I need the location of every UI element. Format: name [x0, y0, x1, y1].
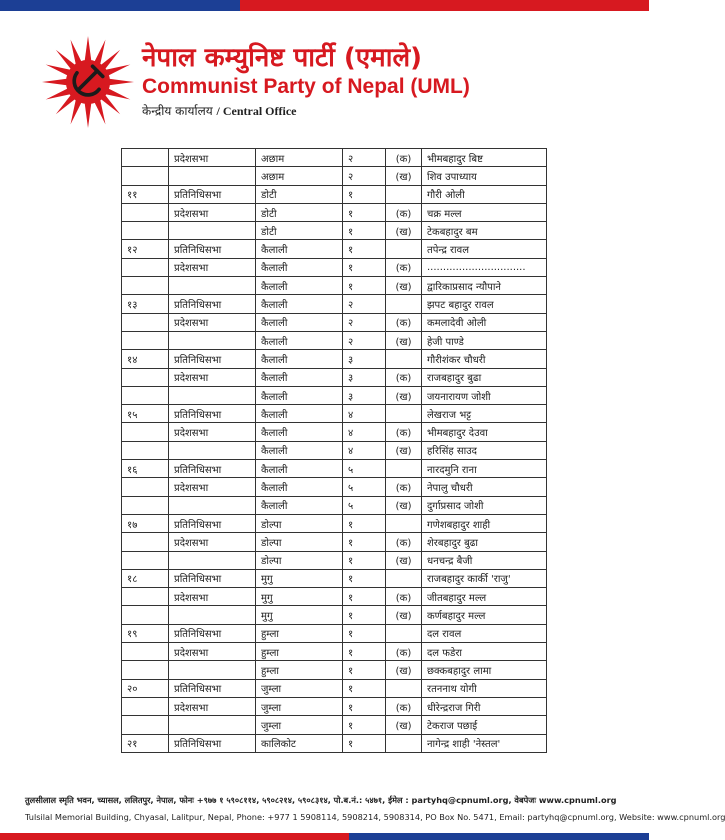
- table-row: [122, 258, 547, 276]
- footer-address-english: Tulsilal Memorial Building, Chyasal, Lalitpur, Nepal, Phone: +977 1 5908114, 5908214, 5908314, PO Box No. 5471, Email: partyhq@cpnuml.org, Website: www.cpnuml.org: [25, 812, 725, 822]
- table-row: [122, 203, 547, 221]
- district-cell: कैलाली: [256, 423, 343, 441]
- table-row: [122, 149, 547, 167]
- sub-constituency-cell: (क): [386, 258, 422, 276]
- table-row: [122, 423, 547, 441]
- sub-constituency-cell: (क): [386, 203, 422, 221]
- house-type-cell: प्रदेशसभा: [169, 203, 256, 221]
- sub-constituency-cell: [386, 350, 422, 368]
- row-number-cell: १३: [122, 295, 169, 313]
- constituency-cell: २: [343, 149, 386, 167]
- row-number-cell: [122, 149, 169, 167]
- candidate-name-cell: कर्णबहादुर मल्ल: [422, 606, 547, 624]
- candidate-name-cell: शेरबहादुर बुढा: [422, 533, 547, 551]
- row-number-cell: ११: [122, 185, 169, 203]
- district-cell: मुगु: [256, 606, 343, 624]
- row-number-cell: [122, 606, 169, 624]
- sub-constituency-cell: (ख): [386, 606, 422, 624]
- table-row: [122, 386, 547, 404]
- district-cell: कैलाली: [256, 460, 343, 478]
- district-cell: कैलाली: [256, 441, 343, 459]
- district-cell: हुम्ला: [256, 624, 343, 642]
- constituency-cell: १: [343, 734, 386, 752]
- district-cell: कैलाली: [256, 368, 343, 386]
- sub-constituency-cell: [386, 569, 422, 587]
- sub-constituency-cell: (क): [386, 533, 422, 551]
- candidate-name-cell: कमलादेवी ओली: [422, 313, 547, 331]
- office-label-nepali: केन्द्रीय कार्यालय: [142, 104, 213, 118]
- candidate-name-cell: ...............................: [422, 258, 547, 276]
- district-cell: अछाम: [256, 149, 343, 167]
- candidate-name-cell: टेकराज पछाई: [422, 716, 547, 734]
- candidate-name-cell: धनचन्द्र बैजी: [422, 551, 547, 569]
- row-number-cell: [122, 551, 169, 569]
- candidate-name-cell: शिव उपाध्याय: [422, 167, 547, 185]
- district-cell: जुम्ला: [256, 697, 343, 715]
- district-cell: कैलाली: [256, 240, 343, 258]
- house-type-cell: [169, 222, 256, 240]
- table-row: [122, 569, 547, 587]
- district-cell: डोल्पा: [256, 514, 343, 532]
- house-type-cell: प्रदेशसभा: [169, 149, 256, 167]
- district-cell: कैलाली: [256, 496, 343, 514]
- row-number-cell: [122, 368, 169, 386]
- house-type-cell: प्रदेशसभा: [169, 588, 256, 606]
- district-cell: कैलाली: [256, 350, 343, 368]
- row-number-cell: [122, 277, 169, 295]
- constituency-cell: २: [343, 167, 386, 185]
- candidate-name-cell: राजबहादुर बुढा: [422, 368, 547, 386]
- sub-constituency-cell: (ख): [386, 277, 422, 295]
- table-row: [122, 185, 547, 203]
- house-type-cell: प्रदेशसभा: [169, 643, 256, 661]
- constituency-cell: १: [343, 569, 386, 587]
- row-number-cell: [122, 258, 169, 276]
- row-number-cell: १२: [122, 240, 169, 258]
- candidate-name-cell: दल रावल: [422, 624, 547, 642]
- table-row: [122, 460, 547, 478]
- table-row: [122, 222, 547, 240]
- table-row: [122, 643, 547, 661]
- house-type-cell: [169, 167, 256, 185]
- table-row: [122, 313, 547, 331]
- district-cell: हुम्ला: [256, 661, 343, 679]
- row-number-cell: २०: [122, 679, 169, 697]
- sub-constituency-cell: (ख): [386, 551, 422, 569]
- house-type-cell: प्रतिनिधिसभा: [169, 514, 256, 532]
- row-number-cell: [122, 588, 169, 606]
- candidate-name-cell: गौरी ओली: [422, 185, 547, 203]
- row-number-cell: [122, 423, 169, 441]
- constituency-cell: ५: [343, 460, 386, 478]
- candidate-name-cell: लेखराज भट्ट: [422, 405, 547, 423]
- table-row: [122, 277, 547, 295]
- sub-constituency-cell: (क): [386, 368, 422, 386]
- house-type-cell: प्रतिनिधिसभा: [169, 405, 256, 423]
- candidate-name-cell: गणेशबहादुर शाही: [422, 514, 547, 532]
- candidate-name-cell: गौरीशंकर चौधरी: [422, 350, 547, 368]
- row-number-cell: १७: [122, 514, 169, 532]
- district-cell: जुम्ला: [256, 679, 343, 697]
- row-number-cell: [122, 313, 169, 331]
- house-type-cell: प्रतिनिधिसभा: [169, 679, 256, 697]
- row-number-cell: [122, 331, 169, 349]
- house-type-cell: प्रतिनिधिसभा: [169, 734, 256, 752]
- sub-constituency-cell: (क): [386, 313, 422, 331]
- sub-constituency-cell: (ख): [386, 716, 422, 734]
- row-number-cell: [122, 643, 169, 661]
- table-row: [122, 734, 547, 752]
- house-type-cell: प्रदेशसभा: [169, 478, 256, 496]
- house-type-cell: प्रदेशसभा: [169, 313, 256, 331]
- table-row: [122, 606, 547, 624]
- house-type-cell: प्रतिनिधिसभा: [169, 240, 256, 258]
- sub-constituency-cell: (क): [386, 149, 422, 167]
- constituency-cell: १: [343, 258, 386, 276]
- constituency-cell: ५: [343, 478, 386, 496]
- candidate-name-cell: नागेन्द्र शाही 'नेस्तल': [422, 734, 547, 752]
- constituency-cell: २: [343, 331, 386, 349]
- table-row: [122, 331, 547, 349]
- sub-constituency-cell: [386, 679, 422, 697]
- bottom-blue-band: [349, 833, 649, 840]
- row-number-cell: [122, 203, 169, 221]
- candidate-name-cell: धीरेन्द्रराज गिरी: [422, 697, 547, 715]
- constituency-cell: १: [343, 679, 386, 697]
- house-type-cell: [169, 606, 256, 624]
- table-row: [122, 441, 547, 459]
- row-number-cell: २१: [122, 734, 169, 752]
- row-number-cell: १९: [122, 624, 169, 642]
- row-number-cell: [122, 661, 169, 679]
- constituency-cell: ३: [343, 350, 386, 368]
- table-row: [122, 496, 547, 514]
- candidate-name-cell: तपेन्द्र रावल: [422, 240, 547, 258]
- row-number-cell: [122, 441, 169, 459]
- district-cell: डोल्पा: [256, 533, 343, 551]
- row-number-cell: [122, 386, 169, 404]
- constituency-cell: ४: [343, 405, 386, 423]
- table-row: [122, 478, 547, 496]
- sub-constituency-cell: [386, 185, 422, 203]
- sub-constituency-cell: (ख): [386, 496, 422, 514]
- sub-constituency-cell: (ख): [386, 222, 422, 240]
- table-row: [122, 588, 547, 606]
- district-cell: डोटी: [256, 222, 343, 240]
- row-number-cell: १४: [122, 350, 169, 368]
- constituency-cell: ३: [343, 386, 386, 404]
- office-label: [142, 102, 296, 119]
- candidate-name-cell: रतननाथ योगी: [422, 679, 547, 697]
- table-row: [122, 514, 547, 532]
- constituency-cell: २: [343, 295, 386, 313]
- constituency-cell: १: [343, 716, 386, 734]
- district-cell: हुम्ला: [256, 643, 343, 661]
- candidate-name-cell: जयनारायण जोशी: [422, 386, 547, 404]
- sub-constituency-cell: [386, 460, 422, 478]
- table-row: [122, 716, 547, 734]
- candidate-name-cell: नेपालु चौधरी: [422, 478, 547, 496]
- district-cell: कैलाली: [256, 277, 343, 295]
- table-row: [122, 551, 547, 569]
- constituency-cell: १: [343, 240, 386, 258]
- sub-constituency-cell: (क): [386, 697, 422, 715]
- row-number-cell: [122, 222, 169, 240]
- sub-constituency-cell: [386, 240, 422, 258]
- district-cell: कैलाली: [256, 313, 343, 331]
- candidate-table: [121, 148, 547, 753]
- sub-constituency-cell: (क): [386, 643, 422, 661]
- party-logo-icon: [42, 36, 134, 128]
- house-type-cell: [169, 277, 256, 295]
- row-number-cell: [122, 478, 169, 496]
- house-type-cell: प्रतिनिधिसभा: [169, 569, 256, 587]
- constituency-cell: १: [343, 697, 386, 715]
- sub-constituency-cell: [386, 405, 422, 423]
- table-row: [122, 405, 547, 423]
- house-type-cell: [169, 551, 256, 569]
- table-row: [122, 350, 547, 368]
- footer-address-nepali: तुलसीलाल स्मृति भवन, च्यासल, ललितपुर, नेपाल, फोनः +९७७ १ ५९०८११४, ५९०८२१४, ५९०८३१४, पो.ब.नं.: ५४७१, ईमेल : partyhq@cpnuml.org, वेबपेजः www.cpnuml.org: [25, 795, 617, 805]
- district-cell: जुम्ला: [256, 716, 343, 734]
- table-row: [122, 624, 547, 642]
- constituency-cell: १: [343, 661, 386, 679]
- house-type-cell: [169, 496, 256, 514]
- sub-constituency-cell: [386, 514, 422, 532]
- sub-constituency-cell: (क): [386, 478, 422, 496]
- constituency-cell: ४: [343, 441, 386, 459]
- top-blue-band: [0, 0, 240, 11]
- district-cell: डोटी: [256, 203, 343, 221]
- house-type-cell: प्रदेशसभा: [169, 533, 256, 551]
- constituency-cell: १: [343, 606, 386, 624]
- district-cell: डोल्पा: [256, 551, 343, 569]
- table-row: [122, 661, 547, 679]
- district-cell: मुगु: [256, 569, 343, 587]
- table-row: [122, 295, 547, 313]
- constituency-cell: ४: [343, 423, 386, 441]
- district-cell: मुगु: [256, 588, 343, 606]
- sub-constituency-cell: [386, 624, 422, 642]
- table-row: [122, 679, 547, 697]
- district-cell: कालिकोट: [256, 734, 343, 752]
- house-type-cell: प्रदेशसभा: [169, 697, 256, 715]
- sub-constituency-cell: (ख): [386, 661, 422, 679]
- house-type-cell: प्रतिनिधिसभा: [169, 460, 256, 478]
- house-type-cell: [169, 661, 256, 679]
- candidate-name-cell: दुर्गाप्रसाद जोशी: [422, 496, 547, 514]
- house-type-cell: प्रतिनिधिसभा: [169, 295, 256, 313]
- candidate-name-cell: चक्र मल्ल: [422, 203, 547, 221]
- house-type-cell: [169, 441, 256, 459]
- sub-constituency-cell: (ख): [386, 386, 422, 404]
- constituency-cell: १: [343, 514, 386, 532]
- row-number-cell: १८: [122, 569, 169, 587]
- house-type-cell: [169, 716, 256, 734]
- constituency-cell: १: [343, 533, 386, 551]
- constituency-cell: ५: [343, 496, 386, 514]
- candidate-name-cell: झपट बहादुर रावल: [422, 295, 547, 313]
- sub-constituency-cell: (ख): [386, 167, 422, 185]
- row-number-cell: [122, 697, 169, 715]
- footer: [25, 792, 725, 826]
- candidate-name-cell: हरिसिंह साउद: [422, 441, 547, 459]
- sub-constituency-cell: [386, 295, 422, 313]
- constituency-cell: १: [343, 551, 386, 569]
- house-type-cell: प्रतिनिधिसभा: [169, 624, 256, 642]
- house-type-cell: प्रतिनिधिसभा: [169, 350, 256, 368]
- sub-constituency-cell: [386, 734, 422, 752]
- candidate-name-cell: छक्कबहादुर लामा: [422, 661, 547, 679]
- district-cell: कैलाली: [256, 386, 343, 404]
- row-number-cell: [122, 167, 169, 185]
- house-type-cell: प्रतिनिधिसभा: [169, 185, 256, 203]
- row-number-cell: [122, 533, 169, 551]
- district-cell: कैलाली: [256, 331, 343, 349]
- table-row: [122, 368, 547, 386]
- constituency-cell: १: [343, 203, 386, 221]
- row-number-cell: [122, 716, 169, 734]
- house-type-cell: [169, 331, 256, 349]
- candidate-name-cell: टेकबहादुर बम: [422, 222, 547, 240]
- district-cell: कैलाली: [256, 258, 343, 276]
- district-cell: कैलाली: [256, 295, 343, 313]
- constituency-cell: ३: [343, 368, 386, 386]
- house-type-cell: प्रदेशसभा: [169, 423, 256, 441]
- candidate-name-cell: भीमबहादुर देउवा: [422, 423, 547, 441]
- district-cell: डोटी: [256, 185, 343, 203]
- candidate-name-cell: द्वारिकाप्रसाद न्यौपाने: [422, 277, 547, 295]
- house-type-cell: प्रदेशसभा: [169, 368, 256, 386]
- district-cell: कैलाली: [256, 405, 343, 423]
- district-cell: अछाम: [256, 167, 343, 185]
- constituency-cell: १: [343, 588, 386, 606]
- table-row: [122, 533, 547, 551]
- table-row: [122, 697, 547, 715]
- constituency-cell: १: [343, 222, 386, 240]
- party-title-english: Communist Party of Nepal (UML): [142, 75, 470, 98]
- row-number-cell: [122, 496, 169, 514]
- constituency-cell: १: [343, 643, 386, 661]
- row-number-cell: १६: [122, 460, 169, 478]
- constituency-cell: १: [343, 277, 386, 295]
- candidate-name-cell: दल फडेरा: [422, 643, 547, 661]
- constituency-cell: १: [343, 624, 386, 642]
- house-type-cell: प्रदेशसभा: [169, 258, 256, 276]
- table-row: [122, 240, 547, 258]
- house-type-cell: [169, 386, 256, 404]
- table-row: [122, 167, 547, 185]
- sub-constituency-cell: (क): [386, 588, 422, 606]
- district-cell: कैलाली: [256, 478, 343, 496]
- row-number-cell: १५: [122, 405, 169, 423]
- sub-constituency-cell: (क): [386, 423, 422, 441]
- candidate-name-cell: भीमबहादुर बिष्ट: [422, 149, 547, 167]
- office-label-english: / Central Office: [216, 104, 297, 118]
- constituency-cell: १: [343, 185, 386, 203]
- candidate-name-cell: जीतबहादुर मल्ल: [422, 588, 547, 606]
- candidate-name-cell: नारदमुनि राना: [422, 460, 547, 478]
- constituency-cell: २: [343, 313, 386, 331]
- party-title-nepali: नेपाल कम्युनिष्ट पार्टी (एमाले): [142, 43, 422, 73]
- sub-constituency-cell: (ख): [386, 441, 422, 459]
- candidate-name-cell: राजबहादुर कार्की 'राजु': [422, 569, 547, 587]
- candidate-name-cell: हेजी पाण्डे: [422, 331, 547, 349]
- sub-constituency-cell: (ख): [386, 331, 422, 349]
